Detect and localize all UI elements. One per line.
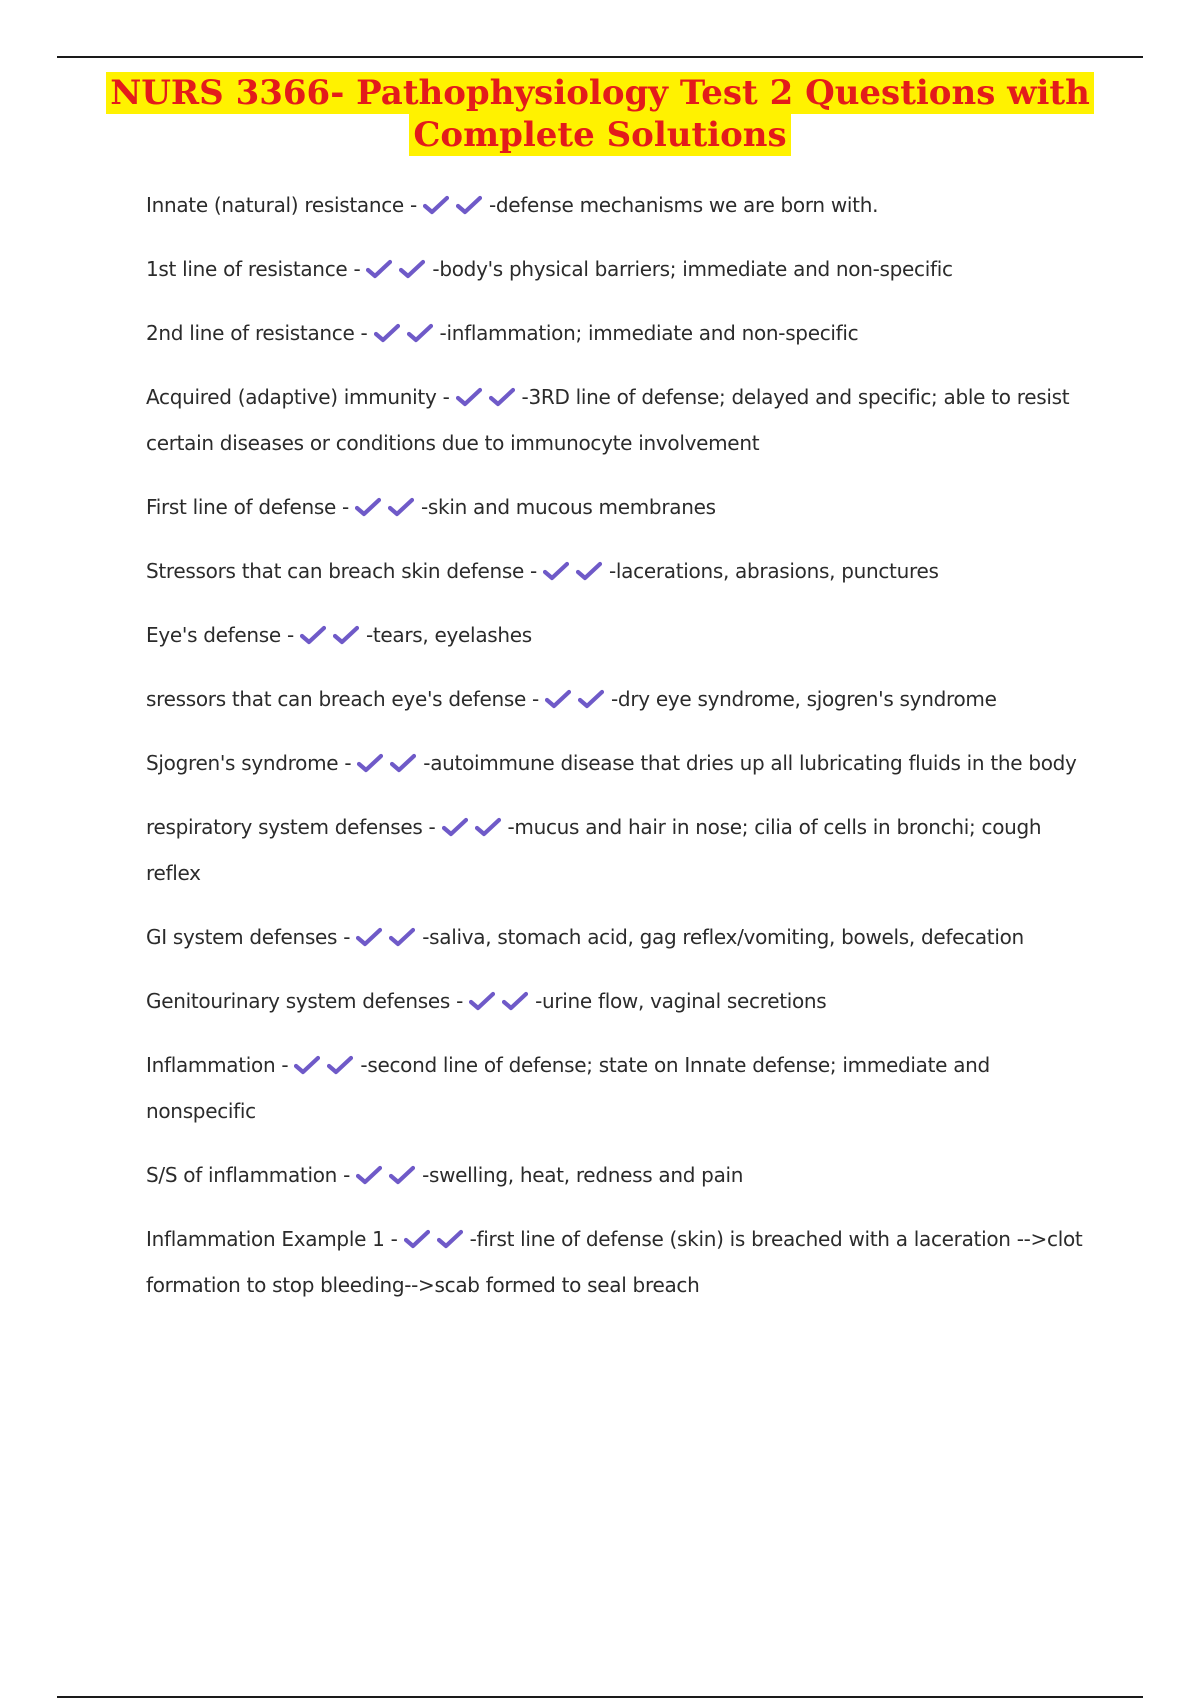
qa-answer: -skin and mucous membranes — [421, 495, 716, 519]
qa-answer: -swelling, heat, redness and pain — [422, 1163, 744, 1187]
qa-item — [146, 1042, 1086, 1134]
bottom-rule — [57, 1696, 1143, 1698]
qa-answer: -defense mechanisms we are born with. — [488, 193, 879, 217]
qa-term: S/S of inflammation - — [146, 1163, 357, 1187]
qa-answer: -mucus and hair in nose; cilia of cells in bronchi; cough reflex — [146, 815, 1042, 885]
qa-term: sressors that can breach eye's defense - — [146, 687, 546, 711]
check-mark-icon — [469, 991, 495, 1011]
check-mark-icon — [502, 991, 528, 1011]
check-mark-icon — [357, 753, 383, 773]
check-mark-icon — [545, 689, 571, 709]
check-mark-icon — [333, 625, 359, 645]
title-line-2: Complete Solutions — [409, 114, 790, 156]
qa-term: Inflammation - — [146, 1053, 295, 1077]
qa-term: Genitourinary system defenses - — [146, 989, 470, 1013]
qa-item — [146, 310, 1086, 356]
qa-item — [146, 914, 1086, 960]
qa-item — [146, 612, 1086, 658]
qa-item — [146, 548, 1086, 594]
qa-answer: -saliva, stomach acid, gag reflex/vomiting, bowels, defecation — [422, 925, 1024, 949]
check-mark-icon — [404, 1229, 430, 1249]
qa-answer: -autoimmune disease that dries up all lubricating fluids in the body — [423, 751, 1077, 775]
qa-term: Eye's defense - — [146, 623, 300, 647]
check-mark-icon — [356, 1165, 382, 1185]
check-mark-icon — [437, 1229, 463, 1249]
qa-item — [146, 740, 1086, 786]
qa-item — [146, 804, 1086, 896]
qa-term: respiratory system defenses - — [146, 815, 442, 839]
check-mark-icon — [423, 195, 449, 215]
qa-term: Innate (natural) resistance - — [146, 193, 423, 217]
qa-term: Acquired (adaptive) immunity - — [146, 385, 456, 409]
qa-item — [146, 978, 1086, 1024]
qa-answer: -first line of defense (skin) is breached with a laceration -->clot formation to stop bleeding-->scab formed to seal breach — [146, 1227, 1083, 1297]
check-mark-icon — [390, 753, 416, 773]
qa-term: 1st line of resistance - — [146, 257, 367, 281]
check-mark-icon — [356, 927, 382, 947]
qa-answer: -lacerations, abrasions, punctures — [609, 559, 939, 583]
check-mark-icon — [456, 195, 482, 215]
qa-answer: -body's physical barriers; immediate and non-specific — [432, 257, 953, 281]
qa-item — [146, 182, 1086, 228]
qa-item — [146, 246, 1086, 292]
title-line-1: NURS 3366- Pathophysiology Test 2 Questions with — [106, 72, 1094, 114]
qa-item — [146, 484, 1086, 530]
qa-list — [146, 182, 1086, 1326]
qa-answer: -tears, eyelashes — [365, 623, 532, 647]
qa-item — [146, 676, 1086, 722]
check-mark-icon — [294, 1055, 320, 1075]
qa-item — [146, 374, 1086, 466]
check-mark-icon — [407, 323, 433, 343]
check-mark-icon — [388, 497, 414, 517]
check-mark-icon — [366, 259, 392, 279]
qa-term: Inflammation Example 1 - — [146, 1227, 404, 1251]
check-mark-icon — [456, 387, 482, 407]
qa-answer: -second line of defense; state on Innate defense; immediate and nonspecific — [146, 1053, 990, 1123]
qa-term: 2nd line of resistance - — [146, 321, 374, 345]
check-mark-icon — [389, 927, 415, 947]
check-mark-icon — [300, 625, 326, 645]
qa-item — [146, 1216, 1086, 1308]
qa-term: GI system defenses - — [146, 925, 357, 949]
check-mark-icon — [475, 817, 501, 837]
check-mark-icon — [327, 1055, 353, 1075]
top-rule — [57, 56, 1143, 58]
check-mark-icon — [374, 323, 400, 343]
check-mark-icon — [389, 1165, 415, 1185]
check-mark-icon — [489, 387, 515, 407]
qa-item — [146, 1152, 1086, 1198]
check-mark-icon — [399, 259, 425, 279]
check-mark-icon — [543, 561, 569, 581]
qa-answer: -dry eye syndrome, sjogren's syndrome — [611, 687, 997, 711]
qa-answer: -inflammation; immediate and non-specific — [439, 321, 859, 345]
qa-term: Sjogren's syndrome - — [146, 751, 358, 775]
check-mark-icon — [578, 689, 604, 709]
document-title — [0, 72, 1200, 156]
qa-answer: -3RD line of defense; delayed and specific; able to resist certain diseases or conditions due to immunocyte involvement — [146, 385, 1070, 455]
check-mark-icon — [576, 561, 602, 581]
qa-term: Stressors that can breach skin defense - — [146, 559, 543, 583]
check-mark-icon — [442, 817, 468, 837]
qa-answer: -urine flow, vaginal secretions — [535, 989, 827, 1013]
check-mark-icon — [355, 497, 381, 517]
qa-term: First line of defense - — [146, 495, 356, 519]
